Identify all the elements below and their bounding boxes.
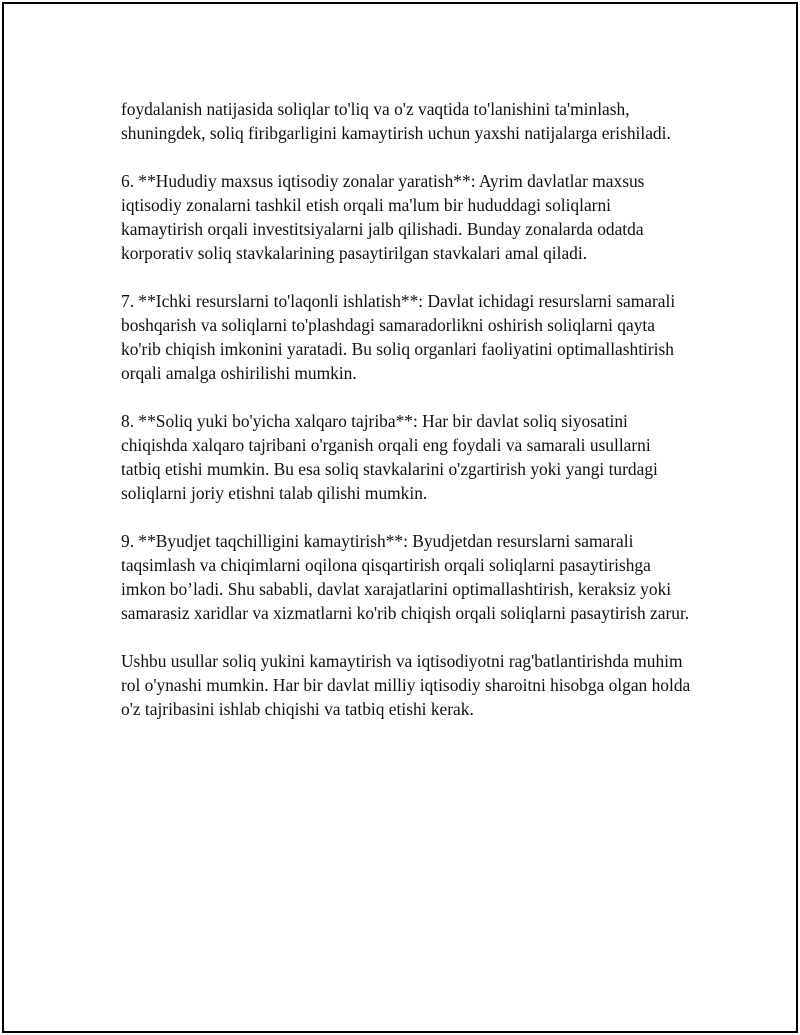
paragraph-intro-continuation: foydalanish natijasida soliqlar to'liq va o'z vaqtida to'lanishini ta'minlash, shuningdek, soliq firibgarligini kamaytirish uchun yaxshi natijalarga erishiladi. [121,99,671,143]
paragraph-item-6: 6. **Hududiy maxsus iqtisodiy zonalar yaratish**: Ayrim davlatlar maxsus iqtisodiy zonalarni tashkil etish orqali ma'lum bir hududdagi soliqlarni kamaytirish orqali investitsiyalarni jalb qilishadi. Bunday zonalarda odatda korporativ soliq stavkalarining pasaytirilgan stavkalari amal qiladi. [121,171,645,263]
paragraph-conclusion: Ushbu usullar soliq yukini kamaytirish va iqtisodiyotni rag'batlantirishda muhim rol o'ynashi mumkin. Har bir davlat milliy iqtisodiy sharoitni hisobga olgan holda o'z tajribasini ishlab chiqishi va tatbiq etishi kerak. [121,651,691,719]
document-body [121,97,691,745]
paragraph-item-7: 7. **Ichki resurslarni to'laqonli ishlatish**: Davlat ichidagi resurslarni samarali boshqarish va soliqlarni to'plashdagi samaradorlikni oshirish soliqlarni qayta ko'rib chiqish imkonini yaratadi. Bu soliq organlari faoliyatini optimallashtirish orqali amalga oshirilishi mumkin. [121,291,676,383]
page-border [2,2,798,1033]
paragraph-item-9: 9. **Byudjet taqchilligini kamaytirish**: Byudjetdan resurslarni samarali taqsimlash va chiqimlarni oqilona qisqartirish orqali soliqlarni pasaytirishga imkon bo’ladi. Shu sababli, davlat xarajatlarini optimallashtirish, keraksiz yoki samarasiz xaridlar va xizmatlarni ko'rib chiqish orqali soliqlarni pasaytirish zarur. [121,531,690,623]
paragraph-item-8: 8. **Soliq yuki bo'yicha xalqaro tajriba**: Har bir davlat soliq siyosatini chiqishda xalqaro tajribani o'rganish orqali eng foydali va samarali usullarni tatbiq etishi mumkin. Bu esa soliq stavkalarini o'zgartirish yoki yangi turdagi soliqlarni joriy etishni talab qilishi mumkin. [121,411,658,503]
